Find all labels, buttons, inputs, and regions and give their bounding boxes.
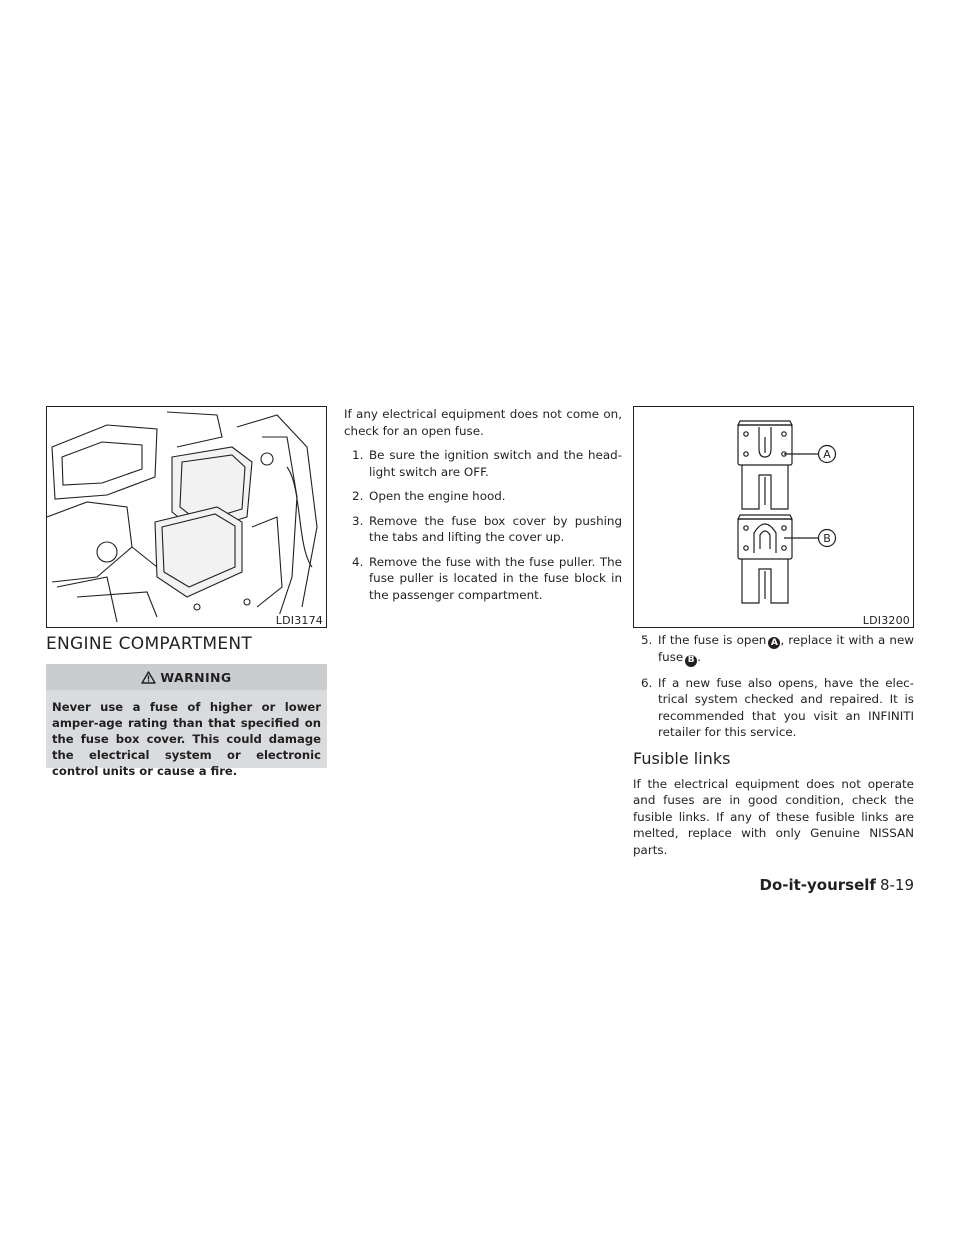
list-item: 6. If a new fuse also opens, have the elec-trical system checked and repaired. It is recommended that you visit an INFINITI retailer for this service. [641,675,914,739]
callout-b-icon: B [685,655,697,667]
list-item: 2. Open the engine hood. [352,489,506,503]
warning-box [46,664,327,778]
callout-a-icon: A [768,637,780,649]
warning-triangle-icon [141,671,156,684]
page-number: 8-19 [879,876,914,894]
list-item: 4. Remove the fuse with the fuse puller. The fuse puller is located in the fuse block in the passenger compartment. [352,554,622,602]
middle-column [344,406,622,611]
fusible-links-paragraph: If the electrical equipment does not operate and fuses are in good condition, check the fusible links. If any of these fusible links are melted, replace with only Genuine NISSAN parts. [633,776,914,857]
fuse-label-a: A [823,448,831,461]
figure-code: LDI3200 [862,614,910,627]
steps-list-continued [633,632,914,741]
engine-compartment-illustration [47,407,326,627]
right-column [633,632,914,858]
list-item: 5. If the fuse is open A , replace it with a new fuse B . [641,633,915,666]
intro-paragraph: If any electrical equipment does not come on, check for an open fuse. [344,407,622,438]
engine-compartment-figure [46,406,327,628]
warning-heading: WARNING [160,669,232,685]
footer-section: Do-it-yourself [759,876,876,894]
fuse-label-b: B [823,532,831,545]
page-footer [760,876,915,894]
subsection-title: Fusible links [633,748,731,768]
warning-header [46,664,327,690]
steps-list [344,447,622,603]
list-item: 3. Remove the fuse box cover by pushing the tabs and lifting the cover up. [352,513,622,544]
fuse-figure [633,406,914,628]
list-item: 1. Be sure the ignition switch and the head-light switch are OFF. [352,448,622,479]
section-title: ENGINE COMPARTMENT [46,634,253,654]
warning-text: Never use a fuse of higher or lower amper-age rating than that specified on the fuse box cover. This could damage the electrical system or electronic control units or cause a fire. [52,700,321,778]
fuse-illustration [634,407,913,627]
figure-code: LDI3174 [275,614,323,627]
